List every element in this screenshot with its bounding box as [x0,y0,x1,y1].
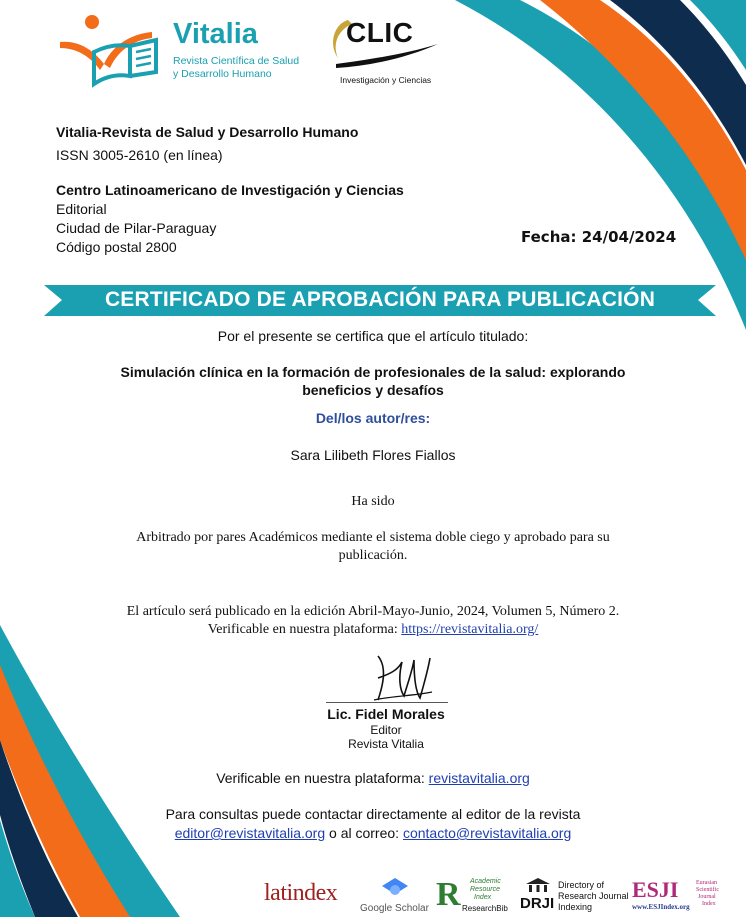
intro-text: Por el presente se certifica que el artículo titulado: [217,328,529,344]
article-title-line-2: beneficios y desafíos [302,382,444,398]
ari-line-2: Resource [470,886,500,893]
clic-name: CLIC [346,17,414,48]
academic-resource-index-logo [436,878,516,916]
ari-line-4: ResearchBib [462,904,508,913]
ha-sido-text: Ha sido [351,494,395,509]
editor-role: Editor [370,723,402,737]
edition-line: El artículo será publicado en la edición Abril-Mayo-Junio, 2024, Volumen 5, Número 2. [126,604,620,619]
esji-line-3: Journal [698,894,716,900]
drji-line-1: Directory of [558,880,605,890]
drji-text: DRJI [520,895,555,912]
latindex-logo: latindex [264,880,338,906]
ari-line-3: Index [474,894,492,901]
drji-building-icon [526,878,550,894]
certificate-date: Fecha: 24/04/2024 [521,228,677,246]
author-name: Sara Lilibeth Flores Fiallos [290,447,456,463]
footer-verify-link[interactable]: revistavitalia.org [428,770,530,786]
esji-text: ESJI [632,877,679,902]
publisher-line-3: Código postal 2800 [56,239,177,255]
google-scholar-icon [382,878,408,898]
footer-verify-line [0,770,746,786]
vitalia-logo [56,12,300,92]
verify-prefix: Verificable en nuestra plataforma: [207,622,402,637]
contact-emails-line [0,825,746,841]
article-title-line-1: Simulación clínica en la formación de profesionales de la salud: explorando [120,364,626,380]
verify-url-link[interactable]: https://revistavitalia.org/ [401,622,539,637]
google-scholar-logo [360,876,432,916]
review-line-1: Arbitrado por pares Académicos mediante el sistema doble ciego y aprobado para su [136,530,610,545]
vitalia-book-icon [56,12,166,92]
certificate-title: CERTIFICADO DE APROBACIÓN PARA PUBLICACIÓN [104,288,656,311]
esji-line-2: Scientific [696,887,719,893]
vitalia-name: Vitalia [173,18,258,50]
publisher-name: Centro Latinoamericano de Investigación y Ciencias [56,182,404,198]
verify-platform-line [0,622,746,638]
vitalia-subtitle-2: y Desarrollo Humano [173,68,272,80]
contact-line: Para consultas puede contactar directamente al editor de la revista [165,806,581,822]
esji-logo [630,877,742,917]
publisher-line-2: Ciudad de Pilar-Paraguay [56,220,217,236]
drji-line-2: Research Journal [558,891,629,901]
drji-line-3: Indexing [558,902,593,912]
vitalia-subtitle-1: Revista Científica de Salud [173,55,300,67]
ari-line-1: Academic [470,878,501,885]
footer-verify-prefix: Verificable en nuestra plataforma: [216,770,429,786]
google-scholar-text: Google Scholar [360,903,429,914]
editor-org: Revista Vitalia [348,737,424,751]
editor-name: Lic. Fidel Morales [327,706,445,722]
drji-logo [520,878,630,916]
esji-line-4: Index [702,901,716,907]
authors-label: Del/los autor/res: [315,410,431,426]
editor-signature [368,648,438,708]
journal-issn: ISSN 3005-2610 (en línea) [56,147,223,163]
contact-middle-text: o al correo: [325,825,403,841]
review-line-2: publicación. [338,548,408,563]
esji-url: www.ESJIndex.org [632,903,690,911]
publisher-line-1: Editorial [56,201,107,217]
journal-title: Vitalia-Revista de Salud y Desarrollo Humano [56,124,359,140]
signature-line [326,702,448,703]
clic-subtitle: Investigación y Ciencias [340,75,432,85]
clic-logo [326,14,446,89]
esji-line-1: Eurasian [696,880,717,886]
contact-email-link[interactable]: contacto@revistavitalia.org [402,825,572,841]
ari-r-mark: R [436,876,461,913]
editor-email-link[interactable]: editor@revistavitalia.org [174,825,326,841]
